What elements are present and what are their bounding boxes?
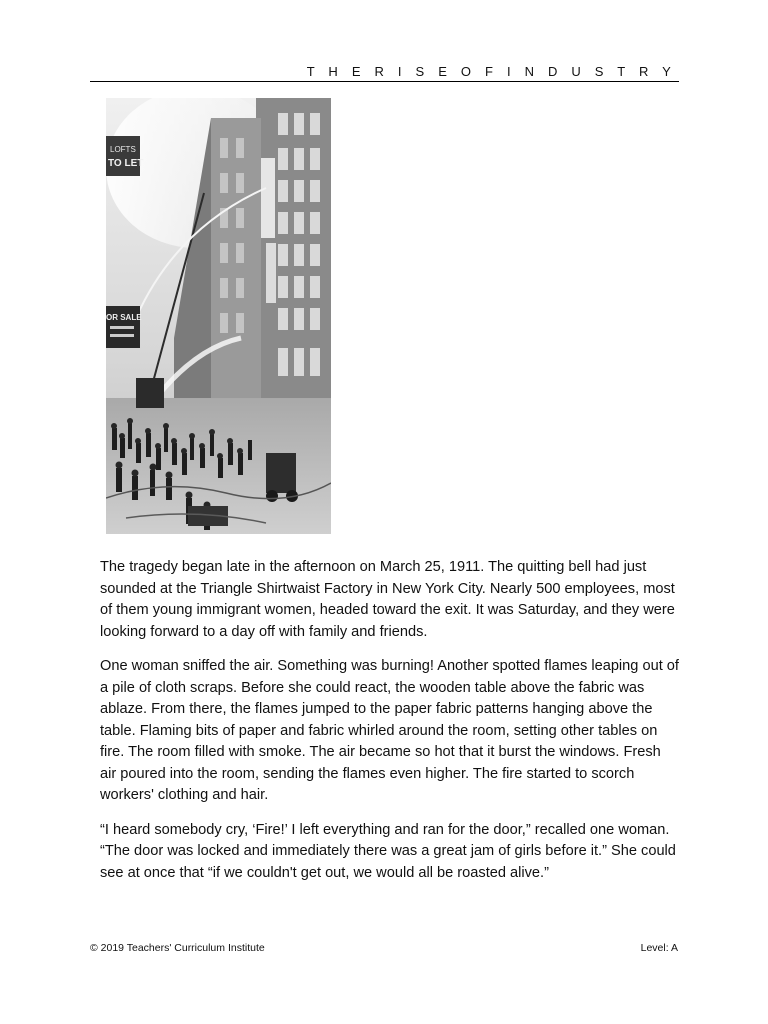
article-body bbox=[100, 557, 680, 897]
photo-sign-to-let: TO LET bbox=[108, 158, 144, 169]
paragraph-2: One woman sniffed the air. Something was burning! Another spotted flames leaping out of a pile of cloth scraps. Before she could react, the wooden table above the fabric was ablaze. From there, the flames jumped to the paper fabric patterns hanging above the table. Flaming bits of paper and fabric whirled around the room, setting other tables on fire. The room filled with smoke. The air became so hot that it burst the windows. Fresh air poured into the room, sending the flames even higher. The fire started to scorch workers' clothing and hair. bbox=[100, 658, 679, 803]
header-divider bbox=[90, 81, 679, 82]
photo-sign-for-sale: OR SALE bbox=[106, 313, 142, 322]
factory-fire-photo bbox=[106, 98, 331, 534]
photo-sign-lofts: LOFTS bbox=[110, 145, 136, 154]
paragraph-1: The tragedy began late in the afternoon on March 25, 1911. The quitting bell had just sounded at the Triangle Shirtwaist Factory in New York City. Nearly 500 employees, most of them young immigrant women, headed toward the exit. It was Saturday, and they were looking forward to a day off with family and friends. bbox=[100, 559, 675, 640]
paragraph-3: “I heard somebody cry, ‘Fire!’ I left everything and ran for the door,” recalled one woman. “The door was locked and immediately there was a great jam of girls before it.” She could see at once that “if we couldn't get out, we would all be roasted alive.” bbox=[100, 821, 676, 881]
footer-level: Level: A bbox=[640, 942, 678, 954]
running-header: T H E R I S E O F I N D U S T R Y bbox=[306, 64, 676, 79]
footer-copyright: © 2019 Teachers' Curriculum Institute bbox=[90, 942, 265, 954]
